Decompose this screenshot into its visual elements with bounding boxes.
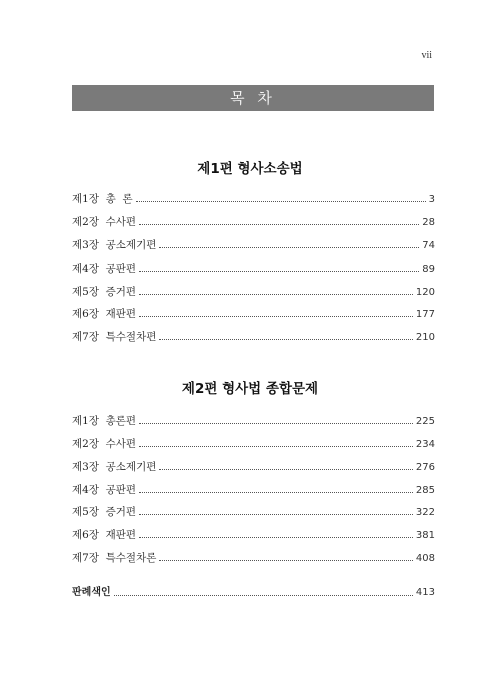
toc-entry-page: 276 (415, 462, 435, 473)
toc-entry-label: 제1장 총 론 (72, 193, 133, 205)
toc-entry-label: 제4장 공판편 (72, 263, 137, 275)
toc-entry[interactable] (72, 459, 435, 475)
toc-entry-page: 408 (415, 553, 435, 564)
toc-heading-bar: 목 차 (72, 85, 434, 111)
toc-entry-label: 제5장 증거편 (72, 506, 137, 518)
toc-entry-page: 285 (415, 485, 435, 496)
leader-dots (139, 316, 413, 317)
toc-entry-label: 판례색인 (72, 587, 111, 598)
leader-dots (139, 294, 413, 295)
leader-dots (159, 339, 413, 340)
toc-entry[interactable] (72, 527, 435, 543)
toc-entry-label: 제3장 공소제기편 (72, 239, 157, 251)
toc-entry[interactable] (72, 436, 435, 452)
leader-dots (139, 492, 413, 493)
toc-entry-page: 89 (422, 264, 435, 275)
toc-entry[interactable] (72, 306, 435, 322)
toc-entry[interactable] (72, 261, 435, 277)
leader-dots (159, 247, 419, 248)
toc-entry[interactable] (72, 214, 435, 230)
toc-entry[interactable] (72, 550, 435, 566)
toc-entry[interactable] (72, 482, 435, 498)
toc-entry-page: 381 (415, 530, 435, 541)
toc-entry-case-index[interactable] (72, 585, 435, 601)
leader-dots (139, 423, 413, 424)
toc-entry-page: 3 (428, 194, 435, 205)
toc-entry[interactable] (72, 329, 435, 345)
toc-entry-page: 210 (415, 332, 435, 343)
toc-entry-label: 제7장 특수절차편 (72, 331, 157, 343)
toc-entry-page: 322 (415, 507, 435, 518)
toc-entry[interactable] (72, 191, 435, 207)
leader-dots (139, 224, 419, 225)
page-number: vii (421, 50, 432, 61)
toc-entry[interactable] (72, 237, 435, 253)
toc-entry-page: 74 (422, 240, 435, 251)
leader-dots (139, 537, 413, 538)
toc-entry-page: 234 (415, 439, 435, 450)
toc-entry-label: 제2장 수사편 (72, 438, 137, 450)
toc-entry-label: 제4장 공판편 (72, 484, 137, 496)
toc-entry[interactable] (72, 284, 435, 300)
part1-title: 제1편 형사소송법 (197, 161, 303, 177)
toc-entry-label: 제5장 증거편 (72, 286, 137, 298)
part2-title: 제2편 형사법 종합문제 (181, 381, 319, 397)
leader-dots (114, 595, 413, 596)
leader-dots (159, 469, 413, 470)
toc-entry-page: 120 (415, 287, 435, 298)
toc-entry[interactable] (72, 413, 435, 429)
leader-dots (136, 201, 426, 202)
leader-dots (139, 271, 419, 272)
toc-entry-label: 제2장 수사편 (72, 216, 137, 228)
toc-entry-label: 제6장 재판편 (72, 308, 137, 320)
toc-entry[interactable] (72, 504, 435, 520)
leader-dots (139, 446, 413, 447)
toc-entry-label: 제7장 특수절차론 (72, 552, 157, 564)
toc-entry-page: 225 (415, 416, 435, 427)
toc-entry-page: 177 (415, 309, 435, 320)
toc-entry-page: 28 (422, 217, 435, 228)
toc-entry-label: 제1장 총론편 (72, 415, 137, 427)
toc-entry-label: 제3장 공소제기편 (72, 461, 157, 473)
toc-entry-label: 제6장 재판편 (72, 529, 137, 541)
toc-entry-page: 413 (415, 587, 435, 598)
leader-dots (139, 514, 413, 515)
leader-dots (159, 560, 413, 561)
